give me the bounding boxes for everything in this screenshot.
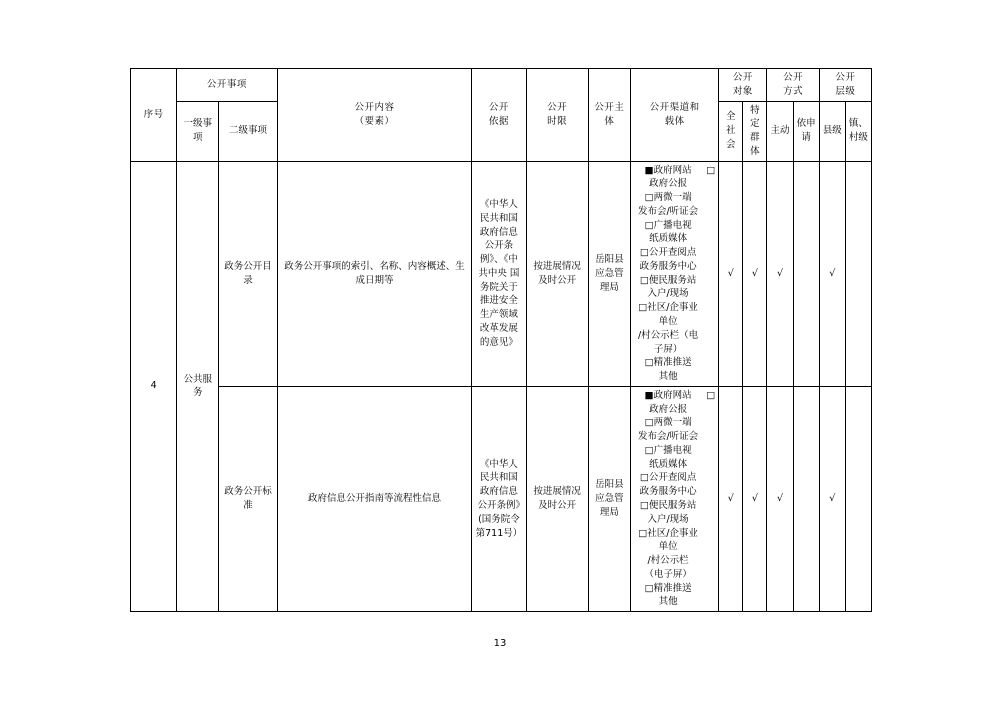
channel-option-label: 政务服务中心 — [639, 260, 697, 272]
table-row — [131, 161, 872, 386]
channel-option-label: 发布会/听证会 — [637, 205, 699, 217]
channel-option-label: （电子屏） — [644, 568, 692, 580]
channel-option-label: □公开查阅点 — [639, 472, 697, 484]
page-number: 13 — [493, 638, 507, 649]
channel-option-label: □两微一端 — [644, 417, 692, 429]
header-channel-line1: 公开渠道和 — [649, 102, 700, 114]
cell-mode-request — [793, 161, 819, 386]
channel-option-label: 政府公报 — [649, 403, 688, 415]
channel-option-label: □社区/企事业单位 — [638, 527, 698, 553]
cell-timing: 按进展情况及时公开 — [526, 161, 588, 386]
header-matters-group: 公开事项 — [177, 69, 277, 102]
cell-channel — [630, 161, 718, 386]
channel-option-label: □广播电视 — [644, 444, 692, 456]
header-basis — [472, 69, 526, 162]
header-matter-level2: 二级事项 — [219, 101, 277, 161]
channel-option-label: ■政府网站 — [644, 389, 692, 401]
header-object-line1: 公开 — [732, 72, 753, 83]
channel-option-label: 纸质媒体 — [649, 458, 688, 470]
header-channel-line2: 载体 — [664, 115, 685, 127]
header-subject — [588, 69, 630, 162]
header-basis-line1: 公开 — [488, 102, 509, 114]
cell-level2: 政务公开目录 — [219, 161, 277, 386]
cell-level2: 政务公开标准 — [219, 386, 277, 611]
cell-basis: 《中华人民共和国政府信息公开条例》、《中共中央 国务院关于推进安全生产领域改革发展的意见》 — [472, 161, 526, 386]
channel-option-label: /村公示栏（电子屏） — [637, 329, 699, 355]
channel-option-label: /村公示栏 — [647, 555, 689, 567]
cell-mode-active: √ — [767, 386, 793, 611]
channel-option-label: □精准推送 — [644, 582, 692, 594]
channel-option-label: 政府公报 — [649, 178, 688, 190]
cell-level-town — [845, 386, 871, 611]
header-level-line1: 公开 — [835, 72, 856, 83]
channel-option-label: □便民服务站 — [639, 499, 697, 511]
header-subject-line2: 体 — [604, 115, 615, 127]
channel-checkbox[interactable]: □ — [706, 389, 716, 401]
cell-level-county: √ — [819, 386, 845, 611]
cell-object-specific: √ — [743, 161, 767, 386]
header-content-line2: （要素） — [354, 115, 395, 127]
cell-object-all: √ — [719, 386, 743, 611]
channel-option-label: 政务服务中心 — [639, 486, 697, 498]
cell-seq: 4 — [131, 161, 177, 612]
channel-option-label: □公开查阅点 — [639, 247, 697, 259]
header-basis-line2: 依据 — [488, 115, 509, 127]
cell-channel — [630, 386, 718, 611]
cell-level1: 公共服务 — [177, 161, 219, 612]
channel-option-label: 其他 — [658, 596, 678, 608]
channel-option-label: 其他 — [658, 371, 678, 383]
channel-option-label: □社区/企事业单位 — [638, 302, 698, 328]
table-header-row-1 — [131, 69, 872, 102]
cell-subject: 岳阳县应急管理局 — [588, 161, 630, 386]
channel-option-label: □广播电视 — [644, 219, 692, 231]
cell-basis: 《中华人民共和国政府信息公开条例》(国务院令第711号） — [472, 386, 526, 611]
header-subject-line1: 公开主 — [594, 102, 625, 114]
channel-option-label: 发布会/听证会 — [637, 431, 699, 443]
header-mode-line2: 方式 — [783, 85, 804, 97]
header-object-line2: 对象 — [732, 85, 753, 97]
header-level-line2: 层级 — [835, 85, 856, 97]
cell-mode-active: √ — [767, 161, 793, 386]
header-timing-line1: 公开 — [547, 102, 568, 114]
header-content — [277, 69, 472, 162]
cell-content: 政务公开事项的索引、名称、内容概述、生成日期等 — [277, 161, 472, 386]
header-level — [819, 69, 871, 102]
header-matter-level1: 一级事项 — [177, 101, 219, 161]
header-timing — [526, 69, 588, 162]
channel-checkbox[interactable]: □ — [706, 164, 716, 176]
channel-option-label: □精准推送 — [644, 357, 692, 369]
cell-level-town — [845, 161, 871, 386]
disclosure-table — [130, 68, 872, 612]
header-object — [719, 69, 767, 102]
channel-option-label: ■政府网站 — [644, 164, 692, 176]
header-mode-active: 主动 — [767, 101, 793, 161]
channel-option-label: 纸质媒体 — [649, 233, 688, 245]
cell-content: 政府信息公开指南等流程性信息 — [277, 386, 472, 611]
header-mode — [767, 69, 819, 102]
cell-object-specific: √ — [743, 386, 767, 611]
header-object-all: 全社会 — [719, 101, 743, 161]
cell-object-all: √ — [719, 161, 743, 386]
header-object-specific: 特定群体 — [743, 101, 767, 161]
cell-mode-request — [793, 386, 819, 611]
header-mode-request: 依申请 — [793, 101, 819, 161]
header-level-county: 县级 — [819, 101, 845, 161]
channel-option-label: 入户/现场 — [647, 513, 689, 525]
cell-timing: 按进展情况及时公开 — [526, 386, 588, 611]
table-row — [131, 386, 872, 611]
channel-option-label: □便民服务站 — [639, 274, 697, 286]
channel-option-label: 入户/现场 — [647, 288, 689, 300]
cell-subject: 岳阳县应急管理局 — [588, 386, 630, 611]
channel-option-label: □两微一端 — [644, 192, 692, 204]
cell-level-county: √ — [819, 161, 845, 386]
header-seq: 序号 — [131, 69, 177, 162]
header-content-line1: 公开内容 — [354, 102, 395, 114]
header-level-town: 镇、村级 — [845, 101, 871, 161]
header-timing-line2: 时限 — [547, 115, 568, 127]
header-channel — [630, 69, 718, 162]
header-mode-line1: 公开 — [783, 72, 804, 83]
